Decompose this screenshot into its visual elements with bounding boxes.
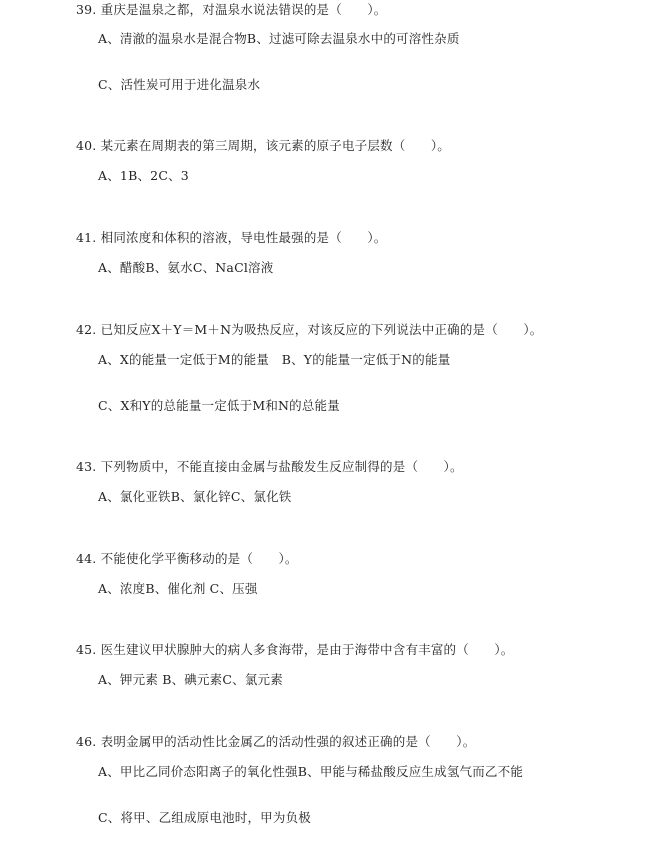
question-45-stem: 45. 医生建议甲状腺肿大的病人多食海带，是由于海带中含有丰富的（ ）。	[76, 642, 514, 657]
question-45-option-line-1: A、钾元素 B、碘元素C、氯元素	[98, 672, 283, 687]
question-39-option-line-1: A、清澈的温泉水是混合物B、过滤可除去温泉水中的可溶性杂质	[98, 31, 460, 46]
question-39-stem: 39. 重庆是温泉之都，对温泉水说法错误的是（ ）。	[76, 2, 387, 17]
question-46-option-line-2: C、将甲、乙组成原电池时，甲为负极	[98, 810, 311, 825]
question-43-stem: 43. 下列物质中，不能直接由金属与盐酸发生反应制得的是（ ）。	[76, 459, 463, 474]
question-40-option-line-1: A、1B、2C、3	[98, 168, 189, 183]
question-40-stem: 40. 某元素在周期表的第三周期，该元素的原子电子层数（ ）。	[76, 138, 451, 153]
question-44-stem: 44. 不能使化学平衡移动的是（ ）。	[76, 551, 298, 566]
question-39-option-line-2: C、活性炭可用于进化温泉水	[98, 77, 261, 92]
question-42-stem: 42. 已知反应X＋Y＝M＋N为吸热反应，对该反应的下列说法中正确的是（ ）。	[76, 322, 543, 337]
question-46-option-line-1: A、甲比乙同价态阳离子的氧化性强B、甲能与稀盐酸反应生成氢气而乙不能	[98, 764, 524, 779]
question-41-option-line-1: A、醋酸B、氨水C、NaCl溶液	[98, 260, 274, 275]
question-43-option-line-1: A、氯化亚铁B、氯化锌C、氯化铁	[98, 489, 292, 504]
question-46-stem: 46. 表明金属甲的活动性比金属乙的活动性强的叙述正确的是（ ）。	[76, 734, 476, 749]
question-44-option-line-1: A、浓度B、催化剂 C、压强	[98, 581, 258, 596]
question-41-stem: 41. 相同浓度和体积的溶液，导电性最强的是（ ）。	[76, 230, 387, 245]
question-42-option-line-1: A、X的能量一定低于M的能量 B、Y的能量一定低于N的能量	[98, 352, 451, 367]
question-42-option-line-2: C、X和Y的总能量一定低于M和N的总能量	[98, 398, 340, 413]
